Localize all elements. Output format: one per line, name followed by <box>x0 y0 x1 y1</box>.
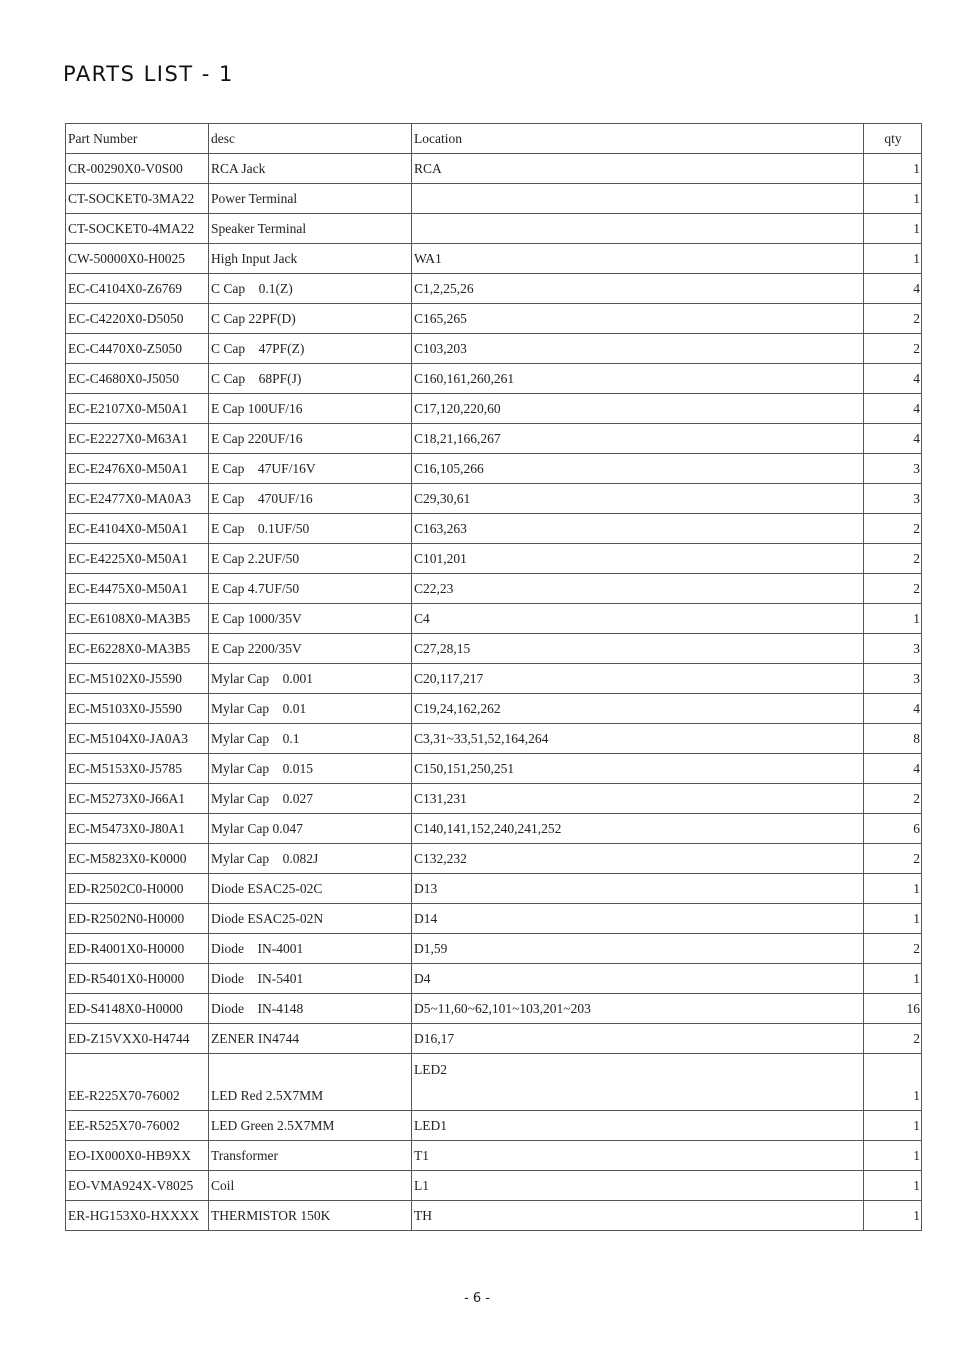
table-row <box>66 934 922 964</box>
table-row <box>66 1054 922 1111</box>
table-row <box>66 844 922 874</box>
desc-cell: Coil <box>209 1171 412 1201</box>
desc-cell: E Cap 2200/35V <box>209 634 412 664</box>
location-cell: C29,30,61 <box>412 484 864 514</box>
table-row <box>66 574 922 604</box>
qty-cell: 4 <box>864 424 922 454</box>
desc-cell: Speaker Terminal <box>209 214 412 244</box>
location-cell: C165,265 <box>412 304 864 334</box>
table-row <box>66 1141 922 1171</box>
location-cell: L1 <box>412 1171 864 1201</box>
table-row <box>66 814 922 844</box>
part-number-cell: ED-R5401X0-H0000 <box>66 964 209 994</box>
location-cell: C160,161,260,261 <box>412 364 864 394</box>
table-row <box>66 964 922 994</box>
qty-cell: 1 <box>864 1201 922 1231</box>
location-cell: C150,151,250,251 <box>412 754 864 784</box>
table-row <box>66 394 922 424</box>
location-cell: C27,28,15 <box>412 634 864 664</box>
qty-cell: 4 <box>864 394 922 424</box>
qty-cell: 16 <box>864 994 922 1024</box>
desc-cell: Mylar Cap 0.01 <box>209 694 412 724</box>
qty-cell: 6 <box>864 814 922 844</box>
location-cell: C19,24,162,262 <box>412 694 864 724</box>
part-number-cell: EC-M5473X0-J80A1 <box>66 814 209 844</box>
desc-cell: Mylar Cap 0.047 <box>209 814 412 844</box>
desc-cell: RCA Jack <box>209 154 412 184</box>
location-cell: D16,17 <box>412 1024 864 1054</box>
part-number-cell: CR-00290X0-V0S00 <box>66 154 209 184</box>
desc-cell: Mylar Cap 0.1 <box>209 724 412 754</box>
table-row <box>66 904 922 934</box>
location-cell: TH <box>412 1201 864 1231</box>
part-number-cell: EC-E2476X0-M50A1 <box>66 454 209 484</box>
location-cell: C16,105,266 <box>412 454 864 484</box>
qty-cell: 1 <box>864 214 922 244</box>
part-number-cell: EC-C4104X0-Z6769 <box>66 274 209 304</box>
table-row <box>66 724 922 754</box>
part-number-cell: EC-E2107X0-M50A1 <box>66 394 209 424</box>
qty-cell: 1 <box>864 1171 922 1201</box>
desc-cell: THERMISTOR 150K <box>209 1201 412 1231</box>
location-cell: C18,21,166,267 <box>412 424 864 454</box>
desc-cell: LED Green 2.5X7MM <box>209 1111 412 1141</box>
part-number-cell: ED-R2502N0-H0000 <box>66 904 209 934</box>
part-number-cell: EO-IX000X0-HB9XX <box>66 1141 209 1171</box>
location-cell <box>412 214 864 244</box>
qty-cell: 4 <box>864 364 922 394</box>
table-header-row <box>66 124 922 154</box>
location-cell: C22,23 <box>412 574 864 604</box>
location-cell: D5~11,60~62,101~103,201~203 <box>412 994 864 1024</box>
parts-table <box>65 123 922 1231</box>
part-number-cell: EC-M5103X0-J5590 <box>66 694 209 724</box>
part-number-cell: EC-E4475X0-M50A1 <box>66 574 209 604</box>
table-row <box>66 274 922 304</box>
desc-cell: Mylar Cap 0.001 <box>209 664 412 694</box>
desc-cell: E Cap 4.7UF/50 <box>209 574 412 604</box>
location-cell: C101,201 <box>412 544 864 574</box>
part-number-cell: EC-M5153X0-J5785 <box>66 754 209 784</box>
location-cell: D4 <box>412 964 864 994</box>
table-row <box>66 994 922 1024</box>
location-cell: D14 <box>412 904 864 934</box>
location-cell: C17,120,220,60 <box>412 394 864 424</box>
qty-cell: 4 <box>864 274 922 304</box>
table-row <box>66 184 922 214</box>
part-number-cell: EC-M5104X0-JA0A3 <box>66 724 209 754</box>
desc-cell: Mylar Cap 0.015 <box>209 754 412 784</box>
location-cell: C132,232 <box>412 844 864 874</box>
qty-cell: 3 <box>864 454 922 484</box>
part-number-cell: ED-R4001X0-H0000 <box>66 934 209 964</box>
part-number-cell: EC-E6228X0-MA3B5 <box>66 634 209 664</box>
part-number-cell: ER-HG153X0-HXXXX <box>66 1201 209 1231</box>
desc-cell: C Cap 0.1(Z) <box>209 274 412 304</box>
qty-cell: 1 <box>864 904 922 934</box>
table-row <box>66 454 922 484</box>
location-cell <box>412 184 864 214</box>
qty-cell: 3 <box>864 484 922 514</box>
part-number-cell: CW-50000X0-H0025 <box>66 244 209 274</box>
column-header-desc: desc <box>209 124 412 154</box>
table-row <box>66 304 922 334</box>
qty-cell: 4 <box>864 694 922 724</box>
qty-cell: 3 <box>864 664 922 694</box>
table-row <box>66 1171 922 1201</box>
part-number-cell: EC-E2227X0-M63A1 <box>66 424 209 454</box>
part-number-cell: CT-SOCKET0-3MA22 <box>66 184 209 214</box>
qty-cell: 1 <box>864 604 922 634</box>
part-number-cell: EE-R225X70-76002 <box>66 1054 209 1111</box>
desc-cell: E Cap 470UF/16 <box>209 484 412 514</box>
table-row <box>66 874 922 904</box>
location-cell: C4 <box>412 604 864 634</box>
desc-cell: Diode IN-4001 <box>209 934 412 964</box>
location-cell: C1,2,25,26 <box>412 274 864 304</box>
qty-cell: 1 <box>864 154 922 184</box>
table-row <box>66 244 922 274</box>
qty-cell: 1 <box>864 1054 922 1111</box>
qty-cell: 2 <box>864 544 922 574</box>
part-number-cell: EC-M5273X0-J66A1 <box>66 784 209 814</box>
table-row <box>66 634 922 664</box>
table-row <box>66 334 922 364</box>
part-number-cell: CT-SOCKET0-4MA22 <box>66 214 209 244</box>
table-row <box>66 1201 922 1231</box>
qty-cell: 1 <box>864 244 922 274</box>
part-number-cell: EE-R525X70-76002 <box>66 1111 209 1141</box>
qty-cell: 1 <box>864 1141 922 1171</box>
desc-cell: E Cap 1000/35V <box>209 604 412 634</box>
desc-cell: E Cap 220UF/16 <box>209 424 412 454</box>
desc-cell: Transformer <box>209 1141 412 1171</box>
location-cell: WA1 <box>412 244 864 274</box>
location-cell: C131,231 <box>412 784 864 814</box>
table-row <box>66 1024 922 1054</box>
desc-cell: E Cap 47UF/16V <box>209 454 412 484</box>
qty-cell: 2 <box>864 574 922 604</box>
qty-cell: 2 <box>864 784 922 814</box>
desc-cell: E Cap 0.1UF/50 <box>209 514 412 544</box>
desc-cell: C Cap 22PF(D) <box>209 304 412 334</box>
part-number-cell: EC-M5823X0-K0000 <box>66 844 209 874</box>
qty-cell: 1 <box>864 964 922 994</box>
location-cell: D1,59 <box>412 934 864 964</box>
part-number-cell: EC-E4225X0-M50A1 <box>66 544 209 574</box>
table-row <box>66 514 922 544</box>
table-row <box>66 424 922 454</box>
location-cell: D13 <box>412 874 864 904</box>
qty-cell: 2 <box>864 934 922 964</box>
part-number-cell: EC-E4104X0-M50A1 <box>66 514 209 544</box>
desc-cell: Diode IN-5401 <box>209 964 412 994</box>
part-number-cell: ED-S4148X0-H0000 <box>66 994 209 1024</box>
part-number-cell: EC-M5102X0-J5590 <box>66 664 209 694</box>
desc-cell: Diode IN-4148 <box>209 994 412 1024</box>
part-number-cell: ED-R2502C0-H0000 <box>66 874 209 904</box>
table-row <box>66 154 922 184</box>
qty-cell: 1 <box>864 874 922 904</box>
qty-cell: 2 <box>864 1024 922 1054</box>
location-cell: RCA <box>412 154 864 184</box>
desc-cell: LED Red 2.5X7MM <box>209 1054 412 1111</box>
part-number-cell: EC-C4220X0-D5050 <box>66 304 209 334</box>
qty-cell: 1 <box>864 184 922 214</box>
desc-cell: High Input Jack <box>209 244 412 274</box>
location-cell: LED1 <box>412 1111 864 1141</box>
column-header-qty: qty <box>864 124 922 154</box>
desc-cell: E Cap 100UF/16 <box>209 394 412 424</box>
table-row <box>66 754 922 784</box>
qty-cell: 2 <box>864 304 922 334</box>
parts-table-body <box>66 124 922 1231</box>
location-cell: LED2 <box>412 1054 864 1111</box>
page-title: PARTS LIST - 1 <box>63 62 234 86</box>
location-cell: C163,263 <box>412 514 864 544</box>
desc-cell: ZENER IN4744 <box>209 1024 412 1054</box>
qty-cell: 2 <box>864 844 922 874</box>
column-header-part-number: Part Number <box>66 124 209 154</box>
table-row <box>66 784 922 814</box>
table-row <box>66 544 922 574</box>
part-number-cell: ED-Z15VXX0-H4744 <box>66 1024 209 1054</box>
table-row <box>66 694 922 724</box>
table-row <box>66 214 922 244</box>
table-row <box>66 1111 922 1141</box>
desc-cell: Diode ESAC25-02C <box>209 874 412 904</box>
qty-cell: 1 <box>864 1111 922 1141</box>
page-number: - 6 - <box>464 1291 490 1306</box>
location-cell: C3,31~33,51,52,164,264 <box>412 724 864 754</box>
qty-cell: 8 <box>864 724 922 754</box>
qty-cell: 2 <box>864 334 922 364</box>
location-cell: C140,141,152,240,241,252 <box>412 814 864 844</box>
part-number-cell: EC-E6108X0-MA3B5 <box>66 604 209 634</box>
part-number-cell: EO-VMA924X-V8025 <box>66 1171 209 1201</box>
location-cell: C20,117,217 <box>412 664 864 694</box>
part-number-cell: EC-C4470X0-Z5050 <box>66 334 209 364</box>
location-cell: T1 <box>412 1141 864 1171</box>
desc-cell: Power Terminal <box>209 184 412 214</box>
desc-cell: Mylar Cap 0.082J <box>209 844 412 874</box>
table-row <box>66 484 922 514</box>
column-header-location: Location <box>412 124 864 154</box>
desc-cell: Mylar Cap 0.027 <box>209 784 412 814</box>
table-row <box>66 664 922 694</box>
table-row <box>66 604 922 634</box>
qty-cell: 2 <box>864 514 922 544</box>
desc-cell: C Cap 68PF(J) <box>209 364 412 394</box>
qty-cell: 4 <box>864 754 922 784</box>
qty-cell: 3 <box>864 634 922 664</box>
desc-cell: C Cap 47PF(Z) <box>209 334 412 364</box>
location-cell: C103,203 <box>412 334 864 364</box>
desc-cell: E Cap 2.2UF/50 <box>209 544 412 574</box>
table-row <box>66 364 922 394</box>
part-number-cell: EC-C4680X0-J5050 <box>66 364 209 394</box>
desc-cell: Diode ESAC25-02N <box>209 904 412 934</box>
part-number-cell: EC-E2477X0-MA0A3 <box>66 484 209 514</box>
